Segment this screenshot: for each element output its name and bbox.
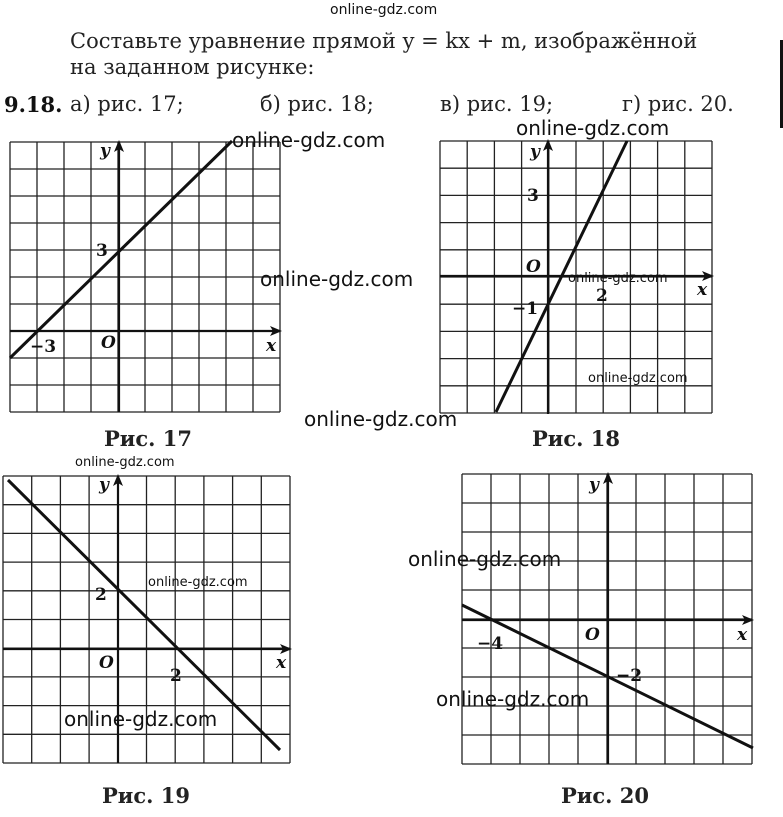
watermark: online-gdz.com xyxy=(64,707,218,731)
figure-17-y-label: y xyxy=(100,141,110,161)
figure-19-label-y2: 2 xyxy=(95,585,107,605)
figure-18-label-minus1: −1 xyxy=(512,299,539,319)
figure-20-label-minus2: −2 xyxy=(616,666,643,686)
figure-19-label-x2: 2 xyxy=(170,666,182,686)
watermark: online-gdz.com xyxy=(260,267,414,291)
figure-20-origin: O xyxy=(585,625,600,645)
figure-17-label-3: 3 xyxy=(96,241,108,261)
figure-17-x-label: x xyxy=(266,336,277,356)
watermark: online-gdz.com xyxy=(304,407,458,431)
figure-17-origin: O xyxy=(101,333,116,353)
watermark: online-gdz.com xyxy=(232,128,386,152)
task-text-line1: Составьте уравнение прямой y = kx + m, изображённой xyxy=(70,29,698,53)
figure-20-x-label: x xyxy=(737,625,748,645)
exercise-part-d: г) рис. 20. xyxy=(622,92,734,116)
watermark: online-gdz.com xyxy=(148,575,248,590)
watermark: online-gdz.com xyxy=(408,547,562,571)
watermark: online-gdz.com xyxy=(75,455,175,470)
figure-18-caption: Рис. 18 xyxy=(532,426,620,451)
figure-17-label-minus3: −3 xyxy=(30,337,57,357)
figure-19-origin: O xyxy=(99,653,114,673)
figure-18-x-label: x xyxy=(697,280,708,300)
figure-18-origin: O xyxy=(526,257,541,277)
watermark: online-gdz.com xyxy=(588,371,688,386)
figure-18-y-label: y xyxy=(530,142,540,162)
figure-18-label-3: 3 xyxy=(527,186,539,206)
figure-18-label-2: 2 xyxy=(596,286,608,306)
figure-17 xyxy=(10,141,280,412)
figure-20-caption: Рис. 20 xyxy=(561,783,649,808)
figure-19-x-label: x xyxy=(276,653,287,673)
exercise-part-a: а) рис. 17; xyxy=(70,92,184,116)
figure-19-y-label: y xyxy=(99,475,109,495)
figure-20-label-minus4: −4 xyxy=(477,634,504,654)
watermark: online-gdz.com xyxy=(568,271,668,286)
figure-17-grid xyxy=(10,142,280,412)
figure-17-caption: Рис. 17 xyxy=(104,426,192,451)
watermark: online-gdz.com xyxy=(516,116,670,140)
figure-19-caption: Рис. 19 xyxy=(102,783,190,808)
watermark: online-gdz.com xyxy=(436,687,590,711)
figure-20 xyxy=(462,474,753,764)
watermark-top: online-gdz.com xyxy=(330,2,438,18)
exercise-part-c: в) рис. 19; xyxy=(440,92,554,116)
figure-20-y-label: y xyxy=(589,475,599,495)
exercise-part-b: б) рис. 18; xyxy=(260,92,374,116)
exercise-number: 9.18. xyxy=(4,92,63,117)
task-text-line2: на заданном рисунке: xyxy=(70,55,315,79)
